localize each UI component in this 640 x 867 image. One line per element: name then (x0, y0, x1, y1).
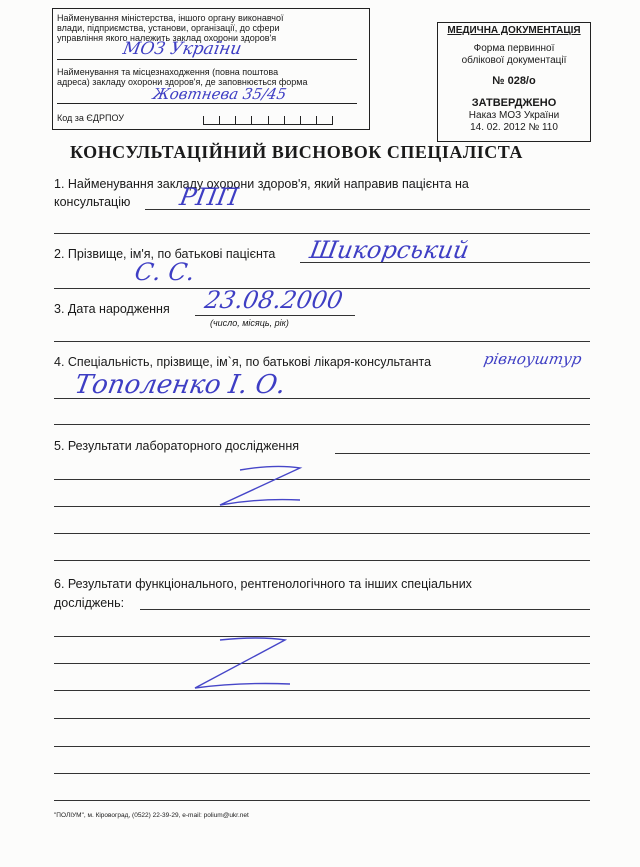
q2-value[interactable]: Шикорський (307, 236, 472, 264)
q3-caption: (число, місяць, рік) (210, 318, 289, 328)
q2-value-2[interactable]: С. С. (132, 258, 198, 286)
q2-label: 2. Прізвище, ім'я, по батькові пацієнта (54, 247, 276, 261)
approved-label: ЗАТВЕРДЖЕНО (471, 97, 557, 109)
order-date-number: 14. 02. 2012 № 110 (470, 122, 558, 133)
q6-label-line2: досліджень: (54, 596, 125, 610)
ministry-label-1: Найменування міністерства, іншого органу виконавчої (57, 13, 284, 23)
q5-label: 5. Результати лабораторного дослідження (54, 439, 299, 453)
edrpou-label: Код за ЄДРПОУ (57, 113, 124, 123)
order-label: Наказ МОЗ України (468, 110, 560, 121)
facility-label-2: адреса) закладу охорони здоров'я, де заповнюється форма (57, 77, 308, 87)
ministry-label-2: влади, підприємства, установи, організації, до сфери (57, 23, 280, 33)
ministry-label-3: управління якого належить заклад охорони здоров'я (57, 33, 277, 43)
footer-publisher: "ПОЛІУМ", м. Кіровоград, (0522) 22-39-29, e-mail: polium@ukr.net (54, 812, 249, 819)
form-line-2: облікової документації (461, 55, 567, 66)
facility-label-1: Найменування та місцезнаходження (повна поштова (57, 67, 279, 77)
facility-value: Жовтнева 35/45 (151, 85, 288, 103)
q3-value[interactable]: 23.08.2000 (202, 286, 345, 314)
q4-value[interactable]: рівноуштур (482, 350, 584, 368)
q1-label-line2: консультацію (54, 195, 131, 209)
medical-doc-title: МЕДИЧНА ДОКУМЕНТАЦІЯ (447, 25, 581, 36)
q1-label-line1: 1. Найменування закладу охорони здоров'я, який направив пацієнта на (54, 177, 469, 191)
q1-value[interactable]: РПП (177, 183, 241, 211)
form-line-1: Форма первинної (473, 43, 555, 54)
q4-value-2[interactable]: Тополенко І. О. (72, 370, 288, 400)
q5-strike-scribble (220, 466, 300, 505)
q6-label-line1: 6. Результати функціонального, рентгенологічного та інших спеціальних (54, 577, 472, 591)
q4-label: 4. Спеціальність, прізвище, ім`я, по батькові лікаря-консультанта (54, 355, 432, 369)
form-number: № 028/о (492, 75, 536, 87)
page-title: КОНСУЛЬТАЦІЙНИЙ ВИСНОВОК СПЕЦІАЛІСТА (70, 142, 523, 162)
q3-label: 3. Дата народження (54, 302, 170, 316)
q6-strike-scribble (195, 638, 290, 688)
ministry-value: МОЗ України (121, 39, 244, 59)
